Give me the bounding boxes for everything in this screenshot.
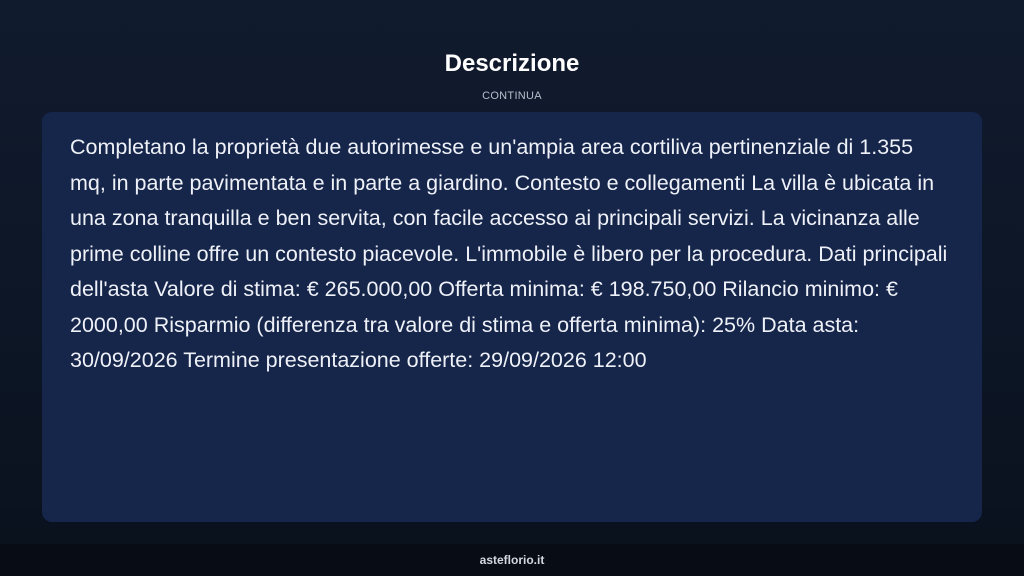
description-card <box>42 112 982 522</box>
continued-label: CONTINUA <box>482 90 542 102</box>
site-name: asteflorio.it <box>479 553 545 567</box>
description-text: Completano la proprietà due autorimesse e un'ampia area cortiliva pertinenziale di 1.355 mq, in parte pavimentata e in parte a giardino. Contesto e collegamenti La villa è ubicata in una zona tranquilla e ben servita, con facile accesso ai principali servizi. La vicinanza alle prime colline offre un contesto piacevole. L'immobile è libero per la procedura. Dati principali dell'asta Valore di stima: € 265.000,00 Offerta minima: € 198.750,00 Rilancio minimo: € 2000,00 Risparmio (differenza tra valore di stima e offerta minima): 25% Data asta: 30/09/2026 Termine presentazione offerte: 29/09/2026 12:00 <box>70 135 948 372</box>
page-title: Descrizione <box>444 50 580 77</box>
footer-bar <box>0 544 1024 576</box>
